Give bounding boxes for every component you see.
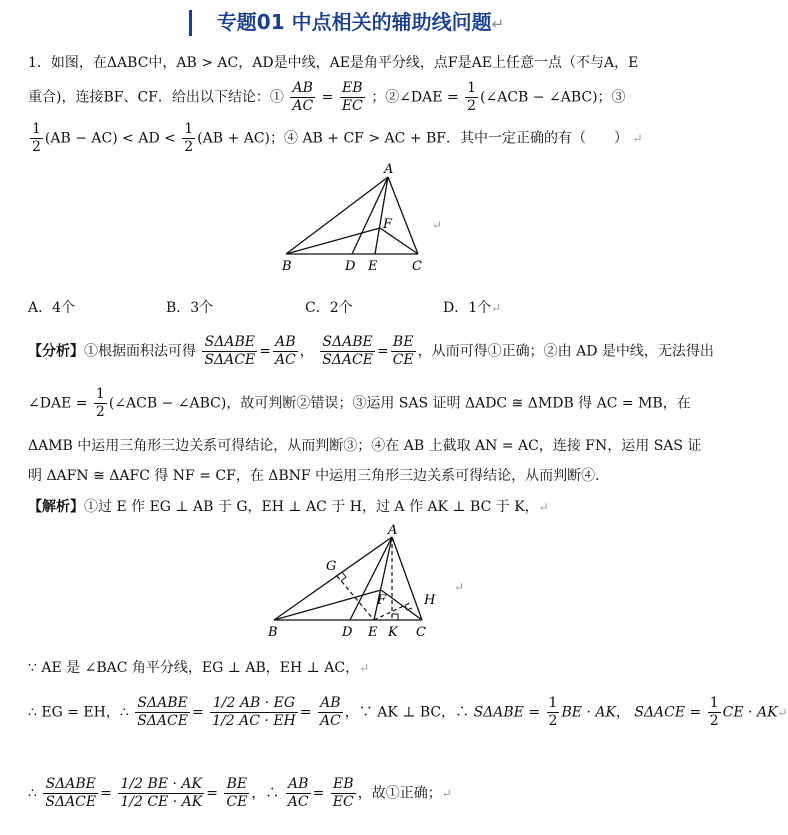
fraction-half: $\frac{1}{2}$ xyxy=(32,121,41,155)
segment-bf xyxy=(274,590,381,620)
analysis-line-3: ΔAMB 中运用三角形三边关系可得结论，从而判断③；④在 AB 上截取 AN = AC，连接 FN，运用 SAS 证 xyxy=(28,438,702,454)
segment-ab xyxy=(286,177,388,254)
right-angle-g xyxy=(341,572,346,581)
analysis-line-1: 【分析】①根据面积法可得 $\frac{\text{SΔABE}}{\text{SΔACE}}$ = $\frac{AB}{AC}$ ， $\frac{\text{SΔABE}}{\text{SΔACE}}$ = $\frac{BE}{CE}$ ，从而可得①正确；②由 AD 是中线，无法得出 xyxy=(28,334,714,368)
fraction-area-ratio: $\frac{\text{SΔABE}}{\text{SΔACE}}$ xyxy=(204,334,256,368)
label-d: D xyxy=(345,259,356,274)
segment-ac xyxy=(392,537,422,620)
return-mark: ↵ xyxy=(491,15,505,33)
choice-b[interactable]: B．3个 xyxy=(166,300,214,316)
label-k: K xyxy=(388,625,398,640)
label-b: B xyxy=(268,625,278,640)
fraction-eb-ec: $\frac{EB}{EC}$ xyxy=(332,776,354,810)
label-b: B xyxy=(282,259,292,274)
fraction-ab-eg-ac-eh: $\frac{1/2 AB \cdot EG}{1/2 AC \cdot EH}$ xyxy=(212,695,296,729)
label-c: C xyxy=(416,625,426,640)
figure-1-triangle xyxy=(270,162,443,277)
fraction-be-ak-ce-ak: $\frac{1/2 BE \cdot AK}{1/2 CE \cdot AK}$ xyxy=(120,776,203,810)
fraction-eb-ec: $\frac{EB}{EC}$ xyxy=(341,80,363,114)
label-c: C xyxy=(412,259,422,274)
return-mark: ↵ xyxy=(432,218,443,232)
label-e: E xyxy=(368,625,378,640)
solution-line-2: ∵ AE 是 ∠BAC 角平分线，EG ⊥ AB，EH ⊥ AC，↵ xyxy=(28,660,370,676)
fraction-area-ratio: $\frac{\text{SΔABE}}{\text{SΔACE}}$ xyxy=(137,695,188,729)
right-angle-k xyxy=(392,614,398,620)
choice-d[interactable]: D．1个↵ xyxy=(443,300,502,316)
right-angle-h xyxy=(405,605,412,610)
label-f: F xyxy=(383,217,393,232)
fraction-area-ratio: $\frac{\text{SΔABE}}{\text{SΔACE}}$ xyxy=(322,334,373,368)
label-a: A xyxy=(388,523,398,538)
label-g: G xyxy=(326,559,337,574)
fraction-ab-ac: $\frac{AB}{AC}$ xyxy=(319,695,341,729)
solution-line-4: ∴ $\frac{\text{SΔABE}}{\text{SΔACE}}$ = $\frac{1/2 BE \cdot AK}{1/2 CE \cdot AK}$ = $\frac{BE}{CE}$ ，∴ $\frac{AB}{AC}$ = $\frac{EB}{EC}$ ，故①正确；↵ xyxy=(28,776,452,810)
segment-bf xyxy=(286,228,380,254)
fraction-half: $\frac{1}{2}$ xyxy=(184,121,194,155)
fraction-area-ratio: $\frac{\text{SΔABE}}{\text{SΔACE}}$ xyxy=(45,776,97,810)
segment-ae xyxy=(375,177,388,254)
fraction-half: $\frac{1}{2}$ xyxy=(548,695,558,729)
problem-line-3: $\frac{1}{2}$ (AB − AC) < AD < $\frac{1}{2}$ (AB + AC)；④ AB + CF > AC + BF．其中一定正确的有（ ） ↵ xyxy=(32,121,643,155)
problem-line-2: 重合)，连接BF、CF．给出以下结论：① $\frac{AB}{AC}$ = $\frac{EB}{EC}$ ；②∠DAE = $\frac{1}{2}$ (∠ACB − ∠ABC)；③ xyxy=(28,80,626,114)
return-mark: ↵ xyxy=(454,580,465,594)
label-f: F xyxy=(377,593,387,608)
solution-line-3: ∴ EG = EH，∴ $\frac{\text{SΔABE}}{\text{SΔACE}}$ = $\frac{1/2 AB \cdot EG}{1/2 AC \cdot EH}$ = $\frac{AB}{AC}$ ，∵ AK ⊥ BC，∴ SΔABE = $\frac{1}{2}$ BE · AK， SΔACE = $\frac{1}{2}$ CE · AK↵ xyxy=(28,695,788,729)
fraction-half: $\frac{1}{2}$ xyxy=(95,386,105,420)
solution-tag: 【解析】 xyxy=(28,499,84,515)
problem-line-1: 1．如图，在ΔABC中，AB > AC，AD是中线，AE是角平分线，点F是AE上任意一点（不与A，E xyxy=(28,55,639,71)
analysis-line-4: 明 ΔAFN ≅ ΔAFC 得 NF = CF，在 ΔBNF 中运用三角形三边关系可得结论，从而判断④． xyxy=(28,468,610,484)
fraction-half: $\frac{1}{2}$ xyxy=(467,80,477,114)
segment-ac xyxy=(388,177,418,254)
fraction-ab-ac: $\frac{AB}{AC}$ xyxy=(274,334,296,368)
figure-2-triangle xyxy=(262,524,452,644)
fraction-ab-ac: $\frac{AB}{AC}$ xyxy=(292,80,314,114)
label-d: D xyxy=(342,625,353,640)
choice-c[interactable]: C．2个 xyxy=(305,300,353,316)
segment-cf xyxy=(381,590,422,620)
choice-a[interactable]: A．4个 xyxy=(28,300,76,316)
label-h: H xyxy=(424,593,436,608)
fraction-be-ce: $\frac{BE}{CE}$ xyxy=(226,776,248,810)
solution-line-1: 【解析】①过 E 作 EG ⊥ AB 于 G，EH ⊥ AC 于 H，过 A 作 AK ⊥ BC 于 K，↵ xyxy=(28,499,549,515)
fraction-half: $\frac{1}{2}$ xyxy=(709,695,719,729)
segment-ad xyxy=(352,177,388,254)
fraction-ab-ac: $\frac{AB}{AC}$ xyxy=(287,776,309,810)
label-a: A xyxy=(384,162,394,177)
page-title: 专题01 中点相关的辅助线问题↵ xyxy=(216,10,505,34)
segment-ab xyxy=(274,537,392,620)
analysis-tag: 【分析】 xyxy=(28,343,84,360)
label-e: E xyxy=(368,259,378,274)
analysis-line-2: ∠DAE = $\frac{1}{2}$ (∠ACB − ∠ABC)，故可判断②错误；③运用 SAS 证明 ΔADC ≅ ΔMDB 得 AC = MB，在 xyxy=(28,386,691,420)
fraction-be-ce: $\frac{BE}{CE}$ xyxy=(392,334,414,368)
